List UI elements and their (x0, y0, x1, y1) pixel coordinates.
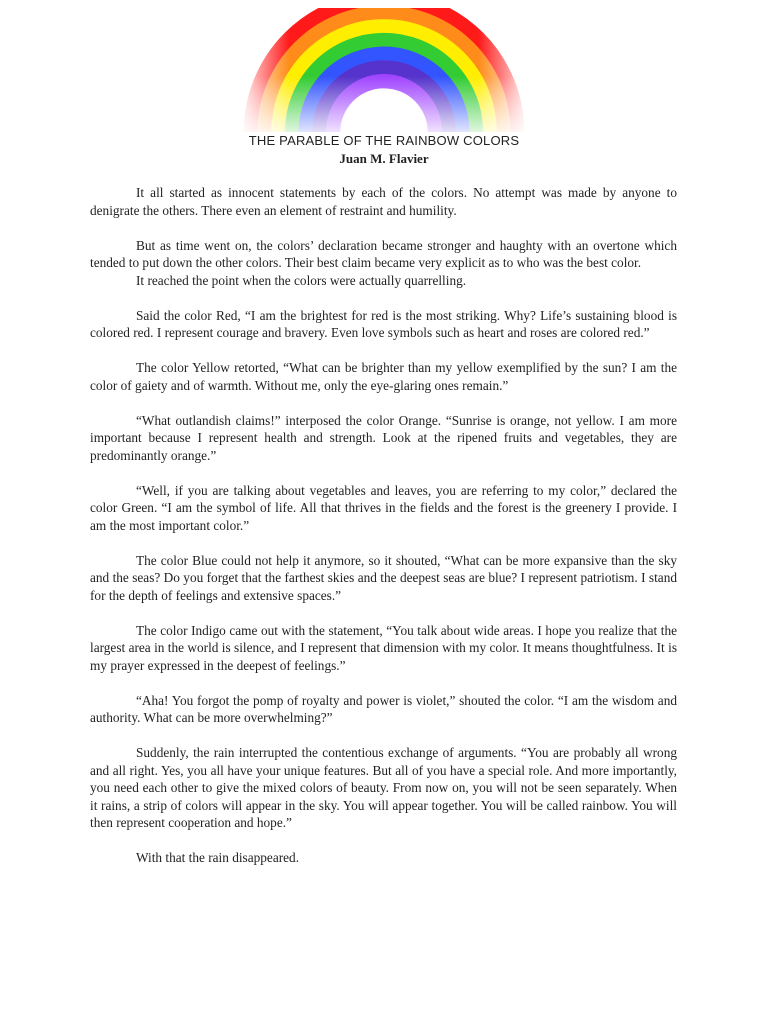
paragraph: The color Yellow retorted, “What can be brighter than my yellow exemplified by the sun? I am the color of gaiety and of warmth. Without me, only the eye-glaring ones remain.” (90, 360, 677, 393)
paragraph: With that the rain disappeared. (136, 850, 300, 865)
body-text (90, 184, 677, 884)
paragraph: “Aha! You forgot the pomp of royalty and power is violet,” shouted the color. “I am the wisdom and authority. What can be more overwhelming?” (90, 692, 677, 725)
paragraph: The color Blue could not help it anymore, so it shouted, “What can be more expansive than the sky and the seas? Do you forget that the farthest skies and the deepest seas are blue? I represent patriotism. I stand for the depth of feelings and extensive spaces.” (90, 552, 677, 603)
paragraph: It reached the point when the colors were actually quarrelling. (136, 272, 467, 288)
document-author: Juan M. Flavier (339, 151, 429, 166)
paragraph: It all started as innocent statements by each of the colors. No attempt was made by anyone to denigrate the others. There even an element of restraint and humility. (90, 185, 677, 218)
paragraph: “What outlandish claims!” interposed the color Orange. “Sunrise is orange, not yellow. I am more important because I represent health and strength. Look at the ripened fruits and vegetables, they are predominantly orange.” (90, 412, 677, 463)
document-title: THE PARABLE OF THE RAINBOW COLORS (248, 133, 520, 148)
paragraph: But as time went on, the colors’ declaration became stronger and haughty with an overtone which tended to put down the other colors. Their best claim became very explicit as to who was the best color. (90, 237, 677, 270)
paragraph: The color Indigo came out with the statement, “You talk about wide areas. I hope you realize that the largest area in the world is silence, and I represent that dimension with my color. It means thoughtfulness. It is my prayer expressed in the deepest of feelings.” (90, 622, 677, 673)
rainbow-image (236, 8, 532, 132)
paragraph: “Well, if you are talking about vegetables and leaves, you are referring to my color,” declared the color Green. “I am the symbol of life. All that thrives in the fields and the forest is the greenery I provide. I am the most important color.” (90, 482, 677, 533)
paragraph: Said the color Red, “I am the brightest for red is the most striking. Why? Life’s sustaining blood is colored red. I represent courage and bravery. Even love symbols such as heart and roses are colored red.” (90, 307, 677, 340)
paragraph: Suddenly, the rain interrupted the contentious exchange of arguments. “You are probably all wrong and all right. Yes, you all have your unique features. But all of you have a special role. And more importantly, you need each other to give the mixed colors of beauty. From now on, you will not be seen separately. When it rains, a strip of colors will appear in the sky. You will appear together. You will be called rainbow. You will then represent cooperation and hope.” (90, 745, 677, 830)
